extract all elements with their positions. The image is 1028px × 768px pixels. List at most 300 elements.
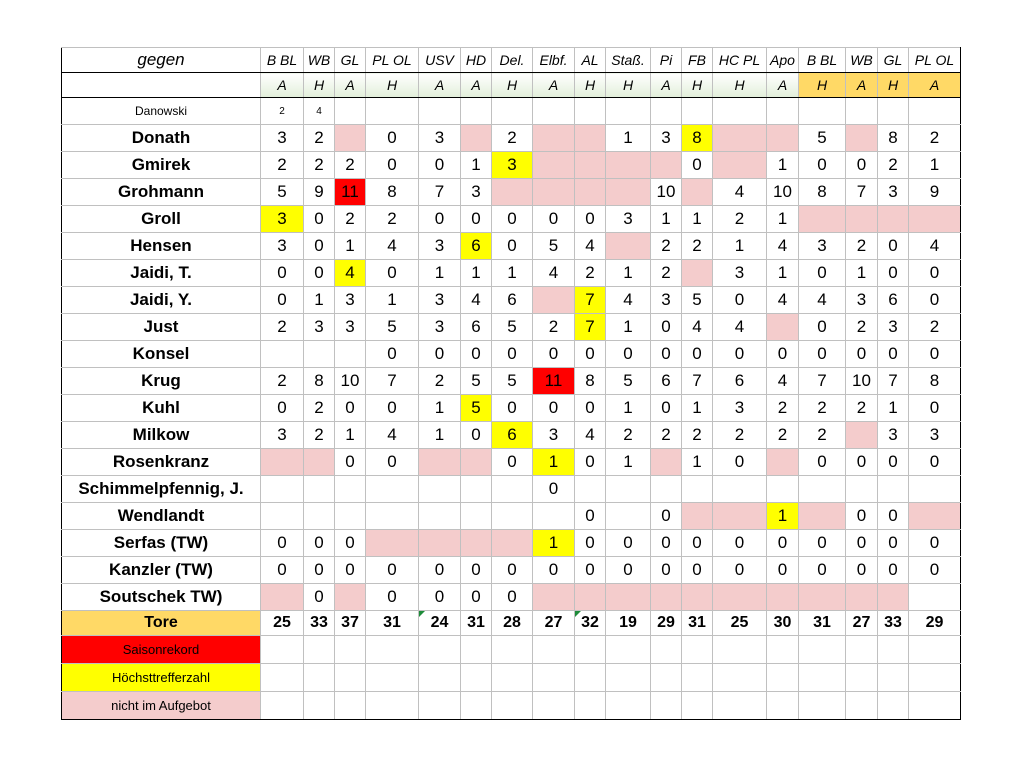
goal-cell: 6 xyxy=(878,287,909,314)
goal-cell: 0 xyxy=(575,449,606,476)
player-row-danowski xyxy=(62,98,961,125)
goal-cell: 3 xyxy=(846,287,878,314)
opponent-header: GL xyxy=(878,48,909,73)
goal-cell xyxy=(682,503,713,530)
player-row-gmirek xyxy=(62,152,961,179)
goal-cell: 5 xyxy=(366,314,419,341)
goal-cell: 8 xyxy=(682,125,713,152)
goal-cell: 0 xyxy=(575,341,606,368)
goal-cell xyxy=(651,584,682,611)
goal-cell xyxy=(261,449,304,476)
opponent-header: WB xyxy=(846,48,878,73)
goal-cell xyxy=(261,341,304,368)
goal-cell: 0 xyxy=(304,233,335,260)
goal-cell: 0 xyxy=(909,449,961,476)
empty-cell xyxy=(878,636,909,664)
venue-cell: H xyxy=(606,73,651,98)
goal-cell: 9 xyxy=(304,179,335,206)
total-cell: 37 xyxy=(335,611,366,636)
goal-cell xyxy=(461,530,492,557)
goal-cell xyxy=(909,503,961,530)
goal-cell: 5 xyxy=(461,368,492,395)
goal-cell: 0 xyxy=(419,206,461,233)
goal-cell: 0 xyxy=(878,260,909,287)
goal-cell: 0 xyxy=(651,557,682,584)
opponent-header: B BL xyxy=(261,48,304,73)
goal-cell xyxy=(575,584,606,611)
player-row-groll xyxy=(62,206,961,233)
goal-cell: 0 xyxy=(366,395,419,422)
goal-cell xyxy=(304,341,335,368)
goal-cell: 4 xyxy=(304,98,335,125)
empty-cell xyxy=(261,692,304,720)
goal-cell: 0 xyxy=(713,341,767,368)
goal-cell xyxy=(909,206,961,233)
goal-cell: 4 xyxy=(767,287,799,314)
goal-cell: 3 xyxy=(419,233,461,260)
player-row-wendlandt xyxy=(62,503,961,530)
goal-cell: 5 xyxy=(533,233,575,260)
venue-cell: A xyxy=(846,73,878,98)
empty-cell xyxy=(713,636,767,664)
goal-cell: 3 xyxy=(713,260,767,287)
goal-cell: 4 xyxy=(575,233,606,260)
goal-cell xyxy=(366,98,419,125)
goal-cell xyxy=(461,449,492,476)
goal-cell: 4 xyxy=(799,287,846,314)
goal-cell: 5 xyxy=(461,395,492,422)
goal-cell: 3 xyxy=(878,179,909,206)
player-name: Danowski xyxy=(62,98,261,125)
goal-cell: 3 xyxy=(335,287,366,314)
empty-cell xyxy=(682,664,713,692)
goal-cell: 3 xyxy=(492,152,533,179)
goal-cell: 2 xyxy=(767,395,799,422)
goal-cell: 0 xyxy=(335,557,366,584)
goal-cell: 10 xyxy=(846,368,878,395)
empty-cell xyxy=(492,664,533,692)
goal-cell xyxy=(606,152,651,179)
goal-cell xyxy=(533,179,575,206)
goal-cell: 0 xyxy=(909,260,961,287)
goal-cell: 0 xyxy=(909,341,961,368)
empty-cell xyxy=(261,636,304,664)
opponent-header: USV xyxy=(419,48,461,73)
goal-cell: 0 xyxy=(767,530,799,557)
goal-cell xyxy=(335,503,366,530)
opponent-header: B BL xyxy=(799,48,846,73)
goal-cell: 1 xyxy=(533,449,575,476)
goal-cell: 2 xyxy=(304,152,335,179)
goal-cell: 4 xyxy=(713,179,767,206)
player-row-schimmelpfennig-j xyxy=(62,476,961,503)
goal-cell: 0 xyxy=(799,152,846,179)
total-cell: 31 xyxy=(366,611,419,636)
empty-cell xyxy=(767,692,799,720)
player-row-milkow xyxy=(62,422,961,449)
goal-cell xyxy=(419,476,461,503)
goal-cell: 7 xyxy=(575,314,606,341)
goal-cell xyxy=(533,287,575,314)
player-name: Konsel xyxy=(62,341,261,368)
player-name: Just xyxy=(62,314,261,341)
total-cell: 27 xyxy=(846,611,878,636)
legend-label: nicht im Aufgebot xyxy=(62,692,261,720)
venue-cell: A xyxy=(767,73,799,98)
goal-cell: 3 xyxy=(335,314,366,341)
goal-cell: 0 xyxy=(713,449,767,476)
goal-cell xyxy=(419,503,461,530)
goal-cell: 4 xyxy=(682,314,713,341)
venue-cell: A xyxy=(261,73,304,98)
goal-cell: 0 xyxy=(366,152,419,179)
total-cell: 30 xyxy=(767,611,799,636)
goal-cell: 2 xyxy=(261,368,304,395)
goal-cell: 0 xyxy=(461,557,492,584)
goal-cell: 4 xyxy=(461,287,492,314)
goal-cell xyxy=(713,152,767,179)
empty-cell xyxy=(767,636,799,664)
total-cell: 31 xyxy=(461,611,492,636)
goal-cell: 10 xyxy=(335,368,366,395)
venue-cell: A xyxy=(461,73,492,98)
goal-cell: 0 xyxy=(419,341,461,368)
empty-cell xyxy=(492,692,533,720)
player-row-jaidi-y xyxy=(62,287,961,314)
goal-cell: 0 xyxy=(651,395,682,422)
goal-cell: 2 xyxy=(492,125,533,152)
player-row-donath xyxy=(62,125,961,152)
empty-cell xyxy=(682,692,713,720)
empty-cell xyxy=(909,692,961,720)
goal-cell: 6 xyxy=(651,368,682,395)
goal-cell: 0 xyxy=(419,557,461,584)
legend-row xyxy=(62,664,961,692)
goal-cell: 0 xyxy=(492,395,533,422)
empty-cell xyxy=(713,692,767,720)
player-row-soutschek-tw xyxy=(62,584,961,611)
goal-cell: 0 xyxy=(878,557,909,584)
empty-cell xyxy=(846,636,878,664)
header-label: gegen xyxy=(62,48,261,73)
goal-cell xyxy=(575,98,606,125)
goal-cell: 5 xyxy=(606,368,651,395)
goal-cell: 0 xyxy=(909,557,961,584)
goal-cell xyxy=(909,98,961,125)
goal-cell xyxy=(846,422,878,449)
goal-cell: 2 xyxy=(419,368,461,395)
goal-cell: 0 xyxy=(846,557,878,584)
goal-cell xyxy=(461,98,492,125)
goal-cell xyxy=(606,98,651,125)
goal-cell: 0 xyxy=(713,557,767,584)
goal-cell: 0 xyxy=(713,530,767,557)
goal-cell: 0 xyxy=(304,206,335,233)
goal-cell: 2 xyxy=(682,233,713,260)
goal-cell: 11 xyxy=(533,368,575,395)
goal-cell: 6 xyxy=(492,287,533,314)
goal-cell: 0 xyxy=(366,557,419,584)
opponent-header: GL xyxy=(335,48,366,73)
player-name: Grohmann xyxy=(62,179,261,206)
goal-cell: 0 xyxy=(846,152,878,179)
player-name: Kuhl xyxy=(62,395,261,422)
total-cell: 27 xyxy=(533,611,575,636)
goal-cell xyxy=(767,98,799,125)
goal-cell: 7 xyxy=(846,179,878,206)
goal-cell: 1 xyxy=(767,503,799,530)
goal-cell xyxy=(767,449,799,476)
empty-cell xyxy=(651,692,682,720)
goal-cell: 2 xyxy=(878,152,909,179)
goal-cell: 0 xyxy=(335,530,366,557)
goal-cell xyxy=(419,449,461,476)
goal-cell: 1 xyxy=(304,287,335,314)
totals-label: Tore xyxy=(62,611,261,636)
player-row-grohmann xyxy=(62,179,961,206)
goal-cell: 3 xyxy=(878,422,909,449)
opponent-header: Del. xyxy=(492,48,533,73)
goal-cell: 0 xyxy=(492,233,533,260)
goal-cell: 0 xyxy=(419,584,461,611)
goal-cell: 0 xyxy=(606,530,651,557)
goal-cell: 0 xyxy=(575,503,606,530)
goal-cell: 0 xyxy=(335,395,366,422)
goal-cell: 1 xyxy=(461,260,492,287)
venue-cell: H xyxy=(682,73,713,98)
goal-cell: 3 xyxy=(606,206,651,233)
goal-cell xyxy=(533,503,575,530)
goal-cell: 2 xyxy=(261,152,304,179)
goal-cell: 0 xyxy=(366,341,419,368)
goal-cell: 0 xyxy=(492,449,533,476)
goal-cell: 0 xyxy=(533,395,575,422)
goal-cell: 2 xyxy=(713,422,767,449)
goal-cell: 0 xyxy=(799,557,846,584)
goal-cell: 4 xyxy=(909,233,961,260)
goal-cell xyxy=(304,503,335,530)
goal-cell: 4 xyxy=(713,314,767,341)
goal-cell: 3 xyxy=(909,422,961,449)
goal-cell: 7 xyxy=(682,368,713,395)
player-name: Hensen xyxy=(62,233,261,260)
goal-cell: 2 xyxy=(846,395,878,422)
legend-row xyxy=(62,636,961,664)
goal-cell: 2 xyxy=(335,206,366,233)
empty-cell xyxy=(575,636,606,664)
empty-cell xyxy=(419,664,461,692)
goal-cell xyxy=(335,125,366,152)
goal-cell xyxy=(682,584,713,611)
goal-cell: 0 xyxy=(878,233,909,260)
goal-cell xyxy=(533,584,575,611)
legend-row xyxy=(62,692,961,720)
goal-cell: 0 xyxy=(682,557,713,584)
empty-cell xyxy=(799,636,846,664)
goal-cell xyxy=(799,98,846,125)
venue-cell: A xyxy=(419,73,461,98)
empty-cell xyxy=(909,636,961,664)
opponent-header: FB xyxy=(682,48,713,73)
goal-cell: 3 xyxy=(261,206,304,233)
goal-cell xyxy=(304,476,335,503)
goal-cell: 0 xyxy=(606,341,651,368)
total-cell: 32 xyxy=(575,611,606,636)
goal-cell: 2 xyxy=(366,206,419,233)
goal-cell xyxy=(651,476,682,503)
opponent-header: PL OL xyxy=(366,48,419,73)
goal-cell: 0 xyxy=(682,530,713,557)
goal-cell: 0 xyxy=(878,530,909,557)
goal-cell: 0 xyxy=(799,314,846,341)
goal-cell xyxy=(606,179,651,206)
goal-cell: 0 xyxy=(304,584,335,611)
legend-label: Saisonrekord xyxy=(62,636,261,664)
goal-cell: 2 xyxy=(799,395,846,422)
venue-cell: H xyxy=(878,73,909,98)
goal-cell: 1 xyxy=(419,395,461,422)
goal-cell: 0 xyxy=(261,395,304,422)
venue-row xyxy=(62,73,961,98)
player-name: Jaidi, T. xyxy=(62,260,261,287)
goal-cell: 1 xyxy=(419,260,461,287)
goal-cell: 2 xyxy=(651,260,682,287)
goal-cell: 3 xyxy=(419,125,461,152)
opponent-header: Staß. xyxy=(606,48,651,73)
header-row xyxy=(62,48,961,73)
goal-cell: 0 xyxy=(461,584,492,611)
empty-cell xyxy=(682,636,713,664)
goal-cell: 8 xyxy=(304,368,335,395)
empty-cell xyxy=(419,692,461,720)
total-cell: 33 xyxy=(878,611,909,636)
goal-cell: 9 xyxy=(909,179,961,206)
goal-cell xyxy=(533,125,575,152)
goal-cell: 0 xyxy=(492,206,533,233)
goal-cell xyxy=(492,530,533,557)
goal-cell: 3 xyxy=(261,422,304,449)
goal-cell xyxy=(533,98,575,125)
goal-cell: 0 xyxy=(909,530,961,557)
goal-cell: 6 xyxy=(461,314,492,341)
goal-cell xyxy=(846,476,878,503)
goal-cell xyxy=(335,476,366,503)
goal-cell: 0 xyxy=(575,395,606,422)
goal-cell xyxy=(767,584,799,611)
goal-cell: 0 xyxy=(366,125,419,152)
venue-cell: H xyxy=(713,73,767,98)
goal-cell: 5 xyxy=(261,179,304,206)
goal-cell: 0 xyxy=(651,530,682,557)
goal-cell: 2 xyxy=(533,314,575,341)
goal-cell xyxy=(846,125,878,152)
goal-cell xyxy=(846,98,878,125)
goal-cell: 4 xyxy=(366,422,419,449)
empty-cell xyxy=(713,664,767,692)
total-cell: 33 xyxy=(304,611,335,636)
goal-cell: 1 xyxy=(909,152,961,179)
goal-cell: 0 xyxy=(767,557,799,584)
player-name: Soutschek TW) xyxy=(62,584,261,611)
goal-cell xyxy=(261,584,304,611)
opponent-header: HC PL xyxy=(713,48,767,73)
goal-cell: 3 xyxy=(419,314,461,341)
goal-cell: 4 xyxy=(606,287,651,314)
empty-cell xyxy=(366,636,419,664)
empty-cell xyxy=(335,636,366,664)
player-row-kuhl xyxy=(62,395,961,422)
goal-cell: 0 xyxy=(651,503,682,530)
goal-cell xyxy=(461,503,492,530)
empty-cell xyxy=(419,636,461,664)
opponent-header: WB xyxy=(304,48,335,73)
player-name: Gmirek xyxy=(62,152,261,179)
goal-cell: 0 xyxy=(909,287,961,314)
player-name: Donath xyxy=(62,125,261,152)
goal-cell xyxy=(799,584,846,611)
goal-cell: 1 xyxy=(767,260,799,287)
legend-label: Höchsttrefferzahl xyxy=(62,664,261,692)
empty-cell xyxy=(366,664,419,692)
empty-cell xyxy=(533,692,575,720)
goal-cell xyxy=(366,530,419,557)
total-cell: 25 xyxy=(713,611,767,636)
goal-cell: 0 xyxy=(846,530,878,557)
empty-cell xyxy=(606,692,651,720)
opponent-header: HD xyxy=(461,48,492,73)
goal-cell xyxy=(909,584,961,611)
goal-cell xyxy=(419,98,461,125)
goal-cell xyxy=(492,179,533,206)
goal-cell xyxy=(492,98,533,125)
goal-cell: 8 xyxy=(366,179,419,206)
goal-cell: 1 xyxy=(713,233,767,260)
empty-cell xyxy=(846,664,878,692)
empty-cell xyxy=(261,664,304,692)
goal-cell: 2 xyxy=(846,314,878,341)
goal-cell: 0 xyxy=(799,260,846,287)
empty-cell xyxy=(366,692,419,720)
goal-cell: 4 xyxy=(335,260,366,287)
goal-cell: 5 xyxy=(799,125,846,152)
goal-cell: 0 xyxy=(335,449,366,476)
venue-cell: H xyxy=(799,73,846,98)
goal-cell: 0 xyxy=(419,152,461,179)
goal-cell: 0 xyxy=(878,341,909,368)
goal-cell: 0 xyxy=(846,449,878,476)
goal-cell: 8 xyxy=(909,368,961,395)
goal-cell: 3 xyxy=(878,314,909,341)
empty-cell xyxy=(909,664,961,692)
goal-cell: 0 xyxy=(682,152,713,179)
venue-cell: H xyxy=(575,73,606,98)
goal-cell: 4 xyxy=(767,233,799,260)
empty-cell xyxy=(533,636,575,664)
player-row-kanzler-tw xyxy=(62,557,961,584)
goal-cell: 0 xyxy=(492,584,533,611)
goal-cell: 0 xyxy=(909,395,961,422)
venue-cell: H xyxy=(304,73,335,98)
goal-cell xyxy=(713,476,767,503)
goal-cell: 1 xyxy=(606,260,651,287)
goal-cell xyxy=(682,179,713,206)
goal-cell: 0 xyxy=(575,530,606,557)
opponent-header: Elbf. xyxy=(533,48,575,73)
goal-cell: 7 xyxy=(799,368,846,395)
goal-cell: 2 xyxy=(606,422,651,449)
goal-cell: 1 xyxy=(533,530,575,557)
goal-cell: 10 xyxy=(767,179,799,206)
